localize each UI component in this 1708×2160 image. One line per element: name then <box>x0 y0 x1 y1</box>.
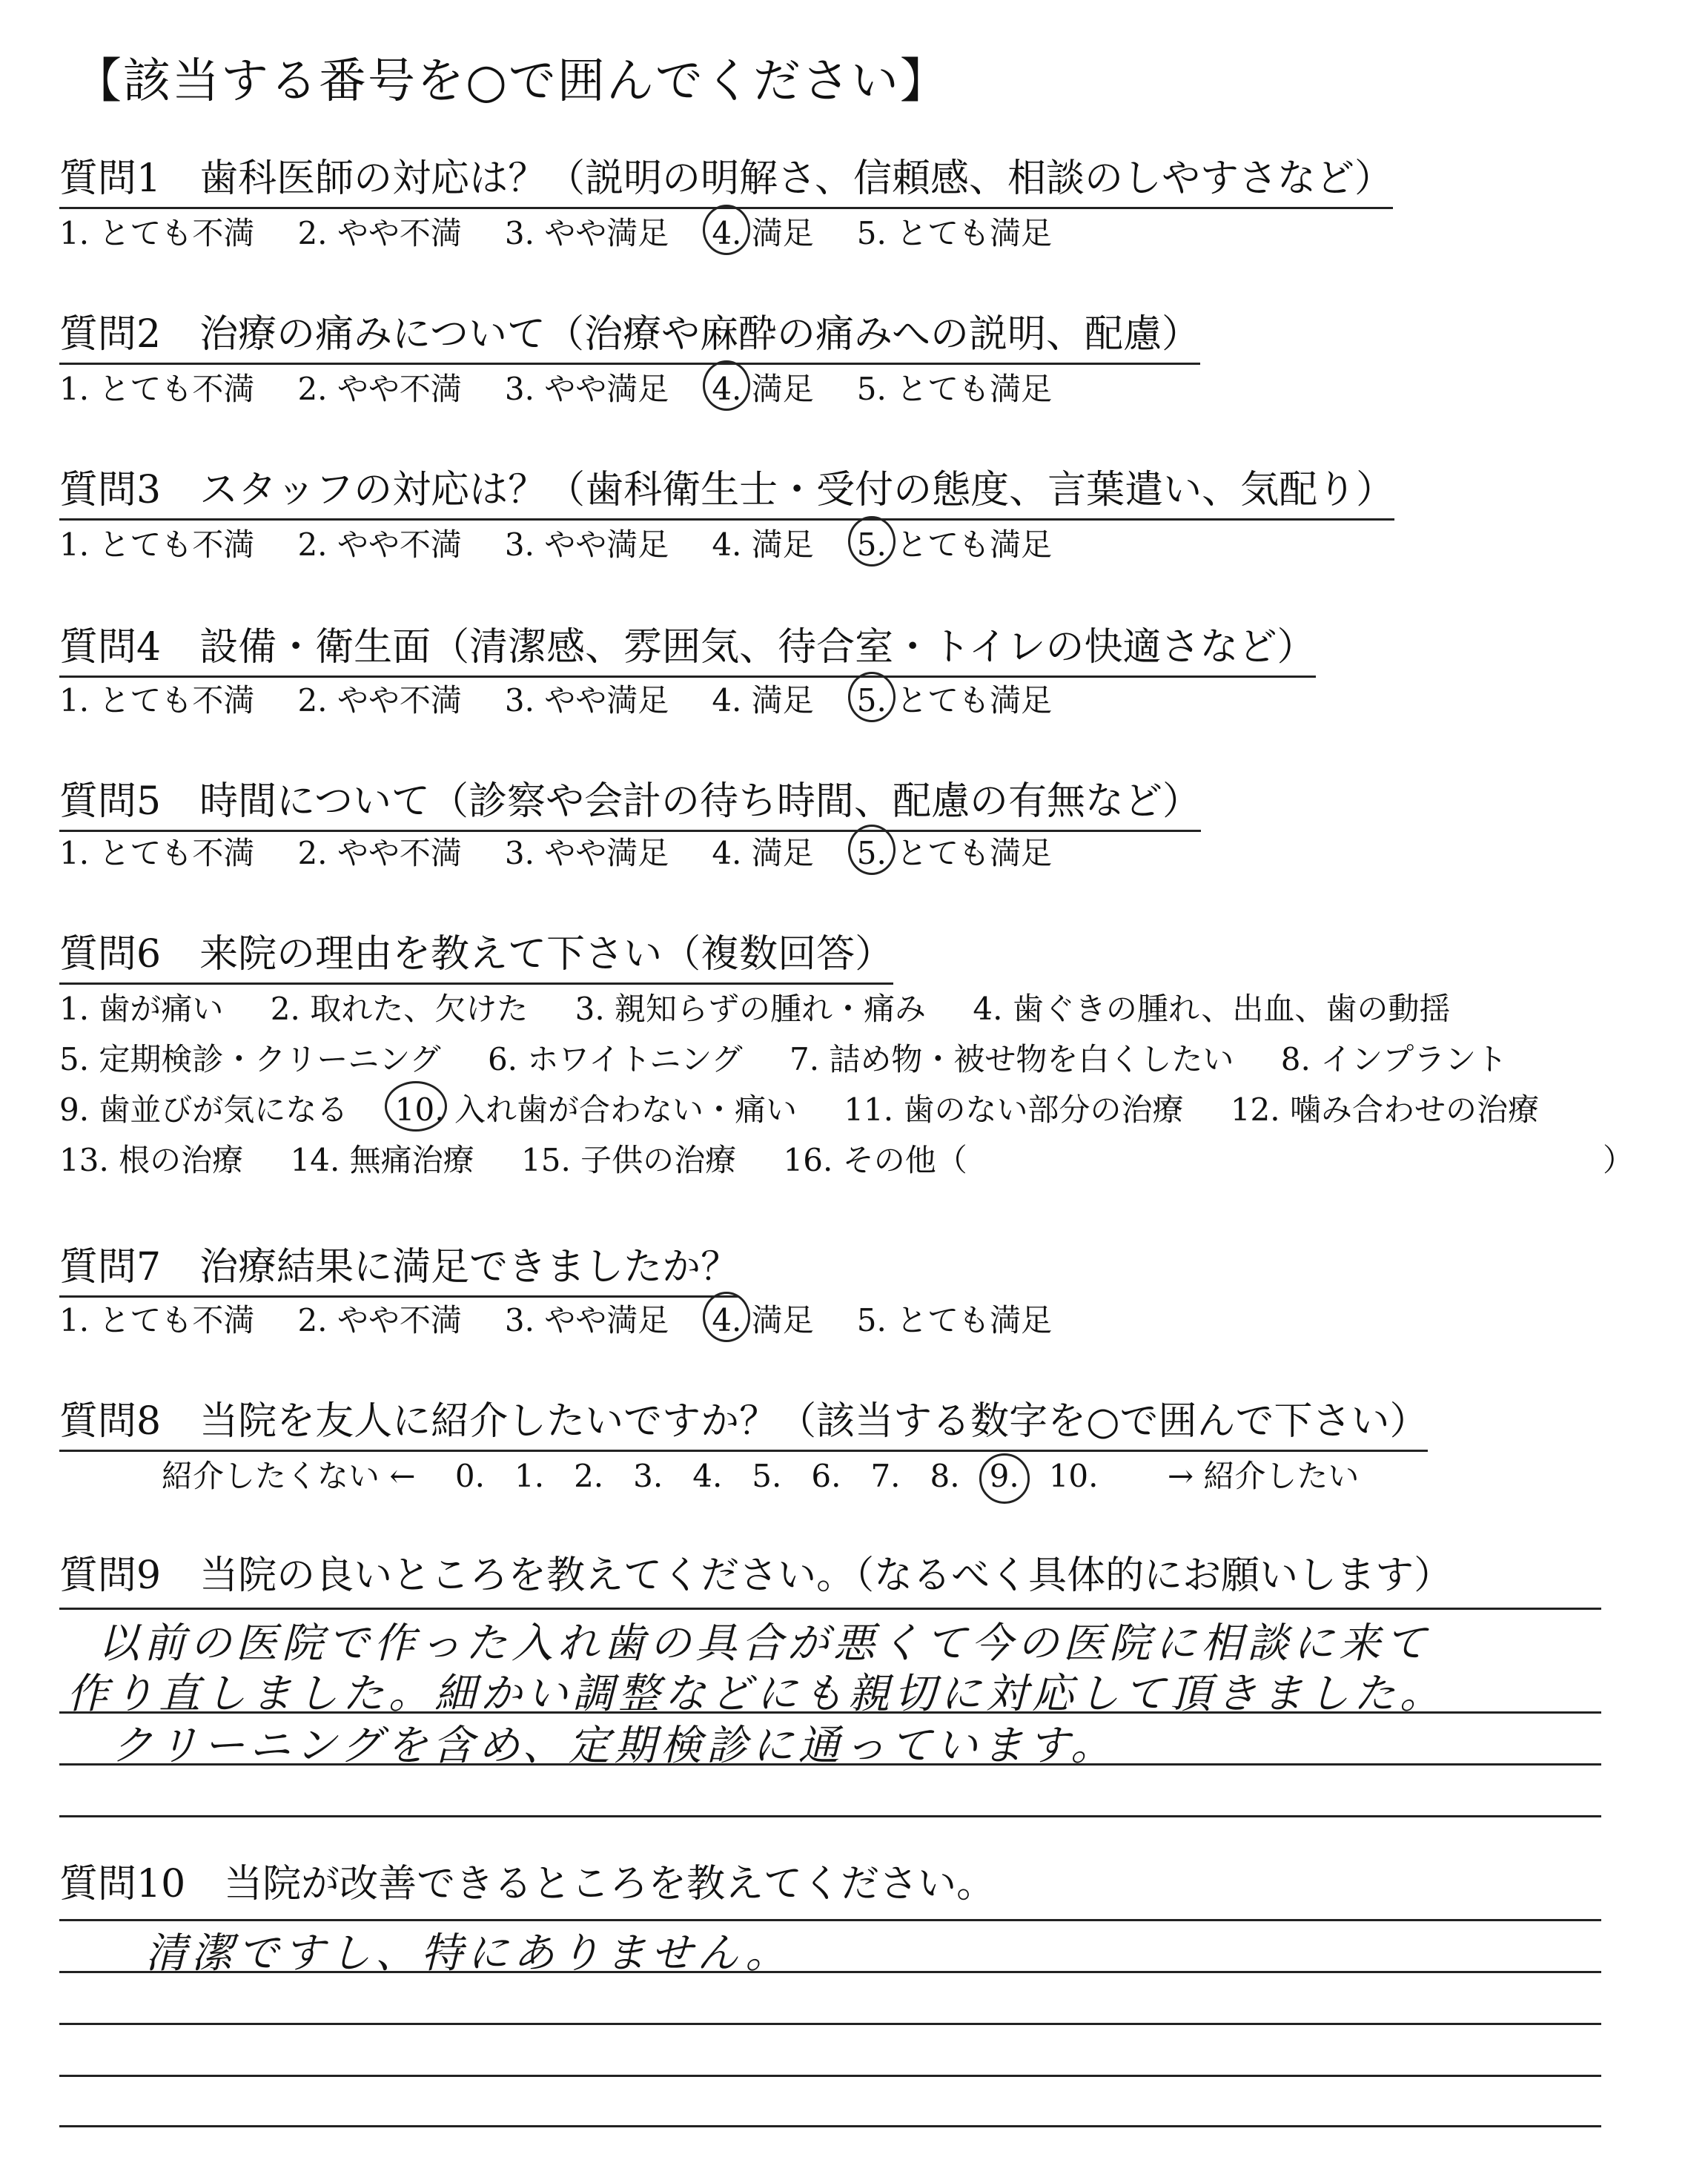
q4-options <box>59 676 1095 721</box>
rating-option: 1. とても不満 <box>59 682 255 719</box>
q8-scale-value: 10. <box>1048 1458 1099 1494</box>
q6-item: 7. 詰め物・被せ物を白くしたい <box>789 1041 1234 1077</box>
q9-answer-rule <box>59 1815 1601 1817</box>
q6-row-2 <box>59 1035 1544 1080</box>
q6-item: 8. インプラント <box>1280 1041 1508 1077</box>
q6-item: 12. 噛み合わせの治療 <box>1230 1091 1539 1128</box>
rating-option: 4. 満足 <box>712 835 814 871</box>
q6-label: 質問6 来院の理由を教えて下さい（複数回答） <box>59 922 893 985</box>
q6-item: 10. 入れ歯が合わない・痛い <box>395 1086 797 1130</box>
q3-label: 質問3 スタッフの対応は？（歯科衛生士・受付の態度、言葉遣い、気配り） <box>59 458 1394 521</box>
q2-options <box>59 365 1095 409</box>
q6-row-3 <box>59 1086 1576 1130</box>
q6-row-4 <box>59 1136 1004 1180</box>
rating-option: 4. 満足 <box>712 682 814 719</box>
q6-item: 11. 歯のない部分の治療 <box>844 1091 1184 1128</box>
q8-scale-value: 4. <box>692 1458 723 1494</box>
q6-item: 9. 歯並びが気になる <box>59 1091 348 1128</box>
rating-option: 5. とても満足 <box>857 521 1052 565</box>
rating-option: 2. やや不満 <box>297 371 462 407</box>
q1-label: 質問1 歯科医師の対応は？（説明の明解さ、信頼感、相談のしやすさなど） <box>59 147 1393 209</box>
q6-item: 13. 根の治療 <box>59 1142 244 1178</box>
q8-scale-value: 7. <box>870 1458 901 1494</box>
q8-scale-value: 0. <box>454 1458 485 1494</box>
q8-scale-value: 3. <box>633 1458 663 1494</box>
q8-scale <box>162 1452 1388 1496</box>
q1-options <box>59 209 1095 254</box>
q8-left-label: 紹介したくない ← <box>162 1458 416 1494</box>
rating-option: 3. やや満足 <box>504 371 669 407</box>
q6-item: 5. 定期検診・クリーニング <box>59 1041 441 1077</box>
rating-option: 1. とても不満 <box>59 1302 255 1338</box>
rating-option: 5. とても満足 <box>857 829 1052 873</box>
q6-item: 16. その他（ <box>783 1142 967 1178</box>
q10-answer-rule <box>59 2125 1601 2127</box>
q6-item: 14. 無痛治療 <box>290 1142 474 1178</box>
q9-answer-line-2: 作り直しました。細かい調整などにも親切に対応して頂きました。 <box>67 1670 1446 1718</box>
q6-item: 6. ホワイトニング <box>487 1041 743 1077</box>
rating-option: 4. 満足 <box>712 365 813 409</box>
rating-option: 3. やや満足 <box>504 215 669 251</box>
page-title: 【該当する番号を○で囲んでください】 <box>74 54 949 109</box>
rating-option: 3. やや満足 <box>504 526 669 563</box>
q3-options <box>59 521 1095 565</box>
rating-option: 1. とても不満 <box>59 526 255 563</box>
q6-row-1 <box>59 985 1487 1029</box>
q8-right-label: → 紹介したい <box>1167 1458 1360 1494</box>
q7-options <box>59 1296 1095 1341</box>
rating-option: 4. 満足 <box>712 209 813 254</box>
q8-label: 質問8 当院を友人に紹介したいですか？（該当する数字を○で囲んで下さい） <box>59 1390 1428 1452</box>
q6-item: 4. 歯ぐきの腫れ、出血、歯の動揺 <box>973 991 1451 1027</box>
q8-scale-value: 8. <box>930 1458 960 1494</box>
rating-option: 1. とても不満 <box>59 215 255 251</box>
q9-answer-rule <box>59 1608 1601 1610</box>
q10-answer-line-1: 清潔ですし、特にありません。 <box>145 1929 792 1978</box>
rating-option: 4. 満足 <box>712 526 814 563</box>
q8-scale-value: 5. <box>752 1458 782 1494</box>
rating-option: 1. とても不満 <box>59 371 255 407</box>
q8-scale-value: 6. <box>811 1458 841 1494</box>
rating-option: 2. やや不満 <box>297 526 462 563</box>
q9-label: 質問9 当院の良いところを教えてください。（なるべく具体的にお願いします） <box>59 1553 1453 1598</box>
q6-item: 15. 子供の治療 <box>521 1142 737 1178</box>
q6-item: 3. 親知らずの腫れ・痛み <box>575 991 927 1027</box>
rating-option: 3. やや満足 <box>504 835 669 871</box>
rating-option: 2. やや不満 <box>297 1302 462 1338</box>
q6-item: 2. 取れた、欠けた <box>270 991 529 1027</box>
q9-answer-line-1: 以前の医院で作った入れ歯の具合が悪くて今の医院に相談に来て <box>98 1619 1431 1668</box>
rating-option: 5. とても満足 <box>857 676 1052 721</box>
rating-option: 2. やや不満 <box>297 835 462 871</box>
q6-item: 1. 歯が痛い <box>59 991 224 1027</box>
rating-option: 5. とても満足 <box>856 1302 1053 1338</box>
q10-answer-rule <box>59 2075 1601 2077</box>
rating-option: 4. 満足 <box>712 1296 813 1341</box>
rating-option: 5. とても満足 <box>856 215 1053 251</box>
q4-label: 質問4 設備・衛生面（清潔感、雰囲気、待合室・トイレの快適さなど） <box>59 615 1316 678</box>
rating-option: 5. とても満足 <box>856 371 1053 407</box>
q5-options <box>59 829 1095 873</box>
q7-label: 質問7 治療結果に満足できましたか？ <box>59 1235 739 1298</box>
rating-option: 3. やや満足 <box>504 1302 669 1338</box>
q9-answer-line-3: クリーニングを含め、定期検診に通っています。 <box>111 1722 1117 1770</box>
q10-label: 質問10 当院が改善できるところを教えてください。 <box>59 1862 996 1906</box>
q10-answer-rule <box>59 2023 1601 2025</box>
q2-label: 質問2 治療の痛みについて（治療や麻酔の痛みへの説明、配慮） <box>59 303 1200 365</box>
rating-option: 1. とても不満 <box>59 835 255 871</box>
rating-option: 3. やや満足 <box>504 682 669 719</box>
q8-scale-value: 9. <box>989 1458 1019 1494</box>
q8-scale-value: 2. <box>574 1458 604 1494</box>
q8-values <box>455 1458 1128 1494</box>
rating-option: 2. やや不満 <box>297 682 462 719</box>
q8-scale-value: 1. <box>514 1458 545 1494</box>
q6-other-close: ） <box>1603 1142 1635 1178</box>
q5-label: 質問5 時間について（診察や会計の待ち時間、配慮の有無など） <box>59 770 1201 832</box>
rating-option: 2. やや不満 <box>297 215 462 251</box>
